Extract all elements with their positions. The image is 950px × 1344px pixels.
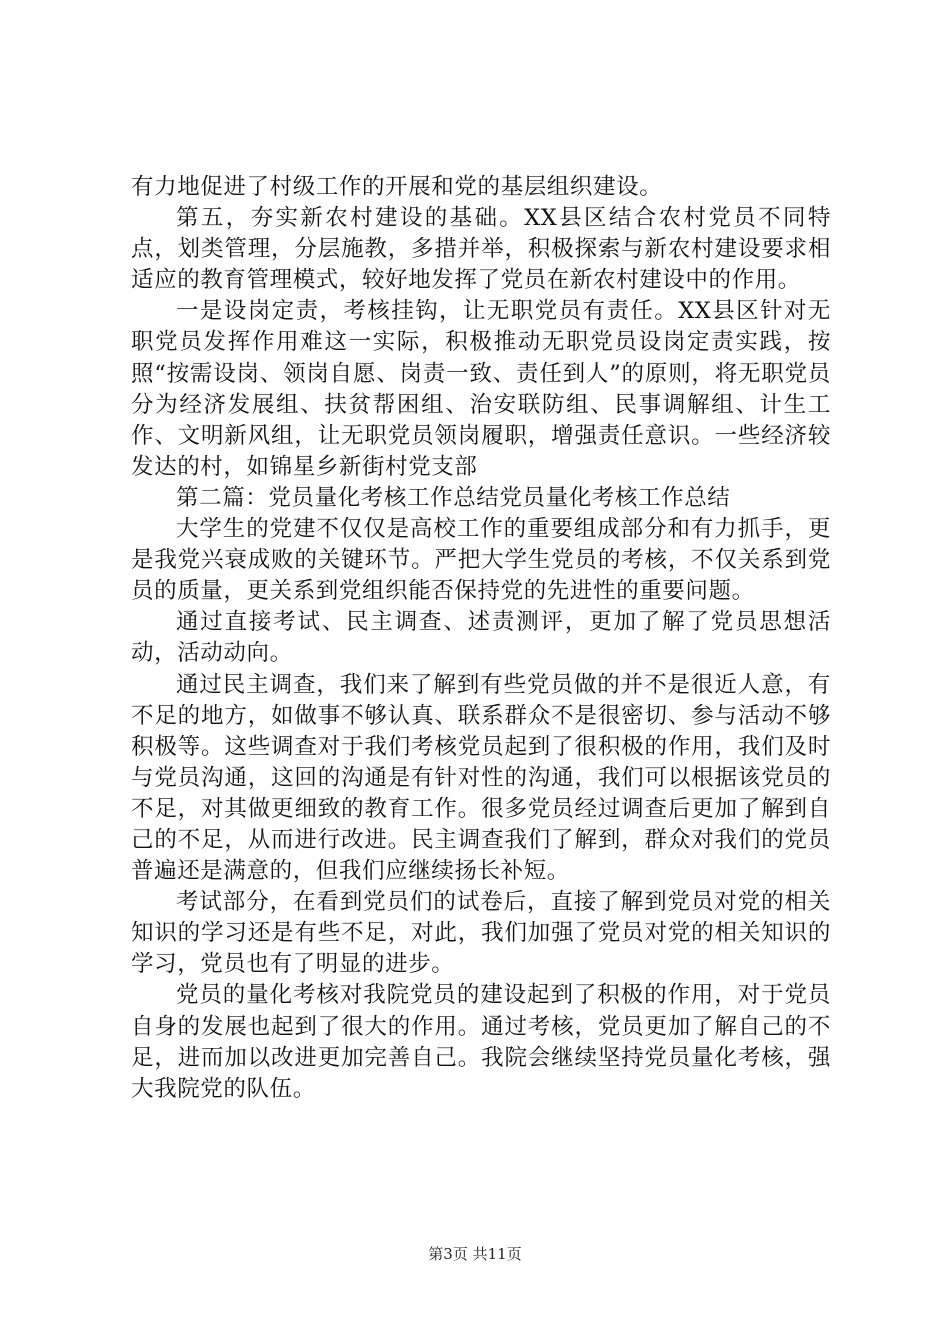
paragraph-student-party-building: 大学生的党建不仅仅是高校工作的重要组成部分和有力抓手，更是我党兴衰成败的关键环节。严把大学生党员的考核，不仅关系到党员的质量，更关系到党组织能否保持党的先进性的重要问题。 xyxy=(131,516,831,605)
page-footer: 第3页 共11页 xyxy=(428,1245,522,1263)
document-body xyxy=(131,172,831,1105)
paragraph-continued: 有力地促进了村级工作的开展和党的基层组织建设。 xyxy=(131,174,663,200)
paragraph-exam-section: 考试部分，在看到党员们的试卷后，直接了解到党员对党的相关知识的学习还是有些不足，对此，我们加强了党员对党的相关知识的学习，党员也有了明显的进步。 xyxy=(131,889,831,978)
paragraph-post-responsibility: 一是设岗定责，考核挂钩，让无职党员有责任。XX县区针对无职党员发挥作用难这一实际，积极推动无职党员设岗定责实践，按照“按需设岗、领岗自愿、岗责一致、责任到人”的原则，将无职党员分为经济发展组、扶贫帮困组、治安联防组、民事调解组、计生工作、文明新风组，让无职党员领岗履职，增强责任意识。一些经济较发达的村，如锦星乡新街村党支部 xyxy=(131,298,831,480)
paragraph-democratic-survey: 通过民主调查，我们来了解到有些党员做的并不是很近人意，有不足的地方，如做事不够认真、联系群众不是很密切、参与活动不够积极等。这些调查对于我们考核党员起到了很积极的作用，我们及时与党员沟通，这回的沟通是有针对性的沟通，我们可以根据该党员的不足，对其做更细致的教育工作。很多党员经过调查后更加了解到自己的不足，从而进行改进。民主调查我们了解到，群众对我们的党员普遍还是满意的，但我们应继续扬长补短。 xyxy=(131,671,831,885)
paragraph-assessment-methods: 通过直接考试、民主调查、述责测评，更加了解了党员思想活动，活动动向。 xyxy=(131,609,831,667)
paragraph-conclusion: 党员的量化考核对我院党员的建设起到了积极的作用，对于党员自身的发展也起到了很大的作用。通过考核，党员更加了解自己的不足，进而加以改进更加完善自己。我院会继续坚持党员量化考核，强大我院党的队伍。 xyxy=(131,982,831,1102)
paragraph-section-five: 第五，夯实新农村建设的基础。XX县区结合农村党员不同特点，划类管理，分层施教，多措并举，积极探索与新农村建设要求相适应的教育管理模式，较好地发挥了党员在新农村建设中的作用。 xyxy=(131,205,831,294)
section-heading-part-two: 第二篇：党员量化考核工作总结党员量化考核工作总结 xyxy=(176,484,731,511)
